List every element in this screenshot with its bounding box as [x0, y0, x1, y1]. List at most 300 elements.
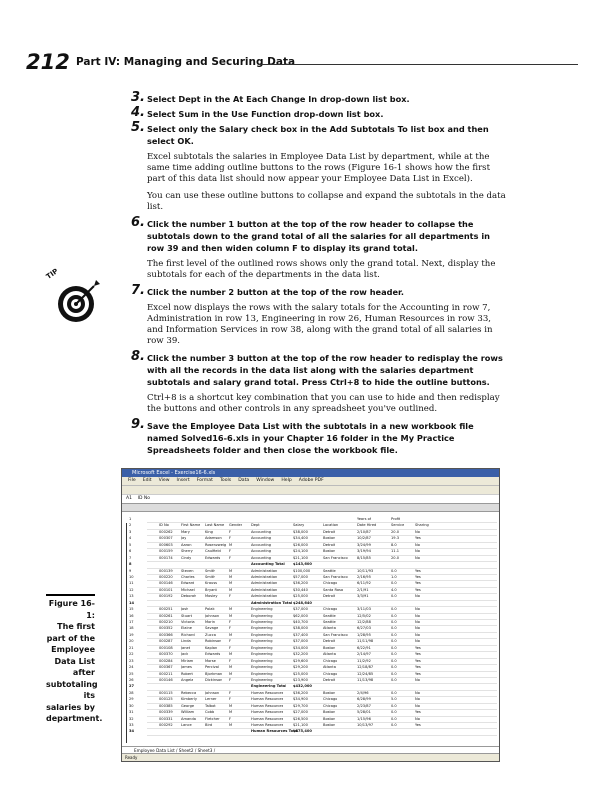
cell[interactable]: F [229, 529, 232, 534]
cell[interactable]: Josh [181, 607, 189, 612]
cell[interactable]: 0.0 [391, 690, 397, 695]
cell[interactable]: 1/28/95 [357, 632, 371, 637]
cell[interactable]: 000385 [159, 703, 173, 708]
cell[interactable]: Human Resources [251, 703, 284, 708]
cell[interactable]: Atlanta [323, 626, 336, 631]
cell[interactable]: Miriam [181, 658, 194, 663]
cell[interactable]: Smith [205, 568, 216, 573]
cell[interactable]: 000603 [159, 542, 173, 547]
cell[interactable]: $23,900 [293, 677, 308, 682]
cell[interactable]: Deborah [181, 594, 197, 599]
cell[interactable]: 0.0 [391, 626, 397, 631]
cell[interactable]: 2/10/87 [357, 529, 371, 534]
cell[interactable]: 28 [129, 690, 134, 695]
cell[interactable]: 000192 [159, 594, 173, 599]
cell[interactable]: $34,900 [293, 697, 308, 702]
cell[interactable]: $29,200 [293, 665, 308, 670]
cell[interactable]: Michael [181, 587, 195, 592]
cell[interactable]: 25 [129, 671, 134, 676]
cell[interactable]: F [229, 536, 232, 541]
cell[interactable]: 31 [129, 710, 134, 715]
cell[interactable]: Seattle [323, 613, 336, 618]
cell[interactable]: $40,700 [293, 620, 308, 624]
cell[interactable]: Engineering [251, 665, 273, 670]
cell[interactable]: 0.0 [391, 632, 397, 637]
cell[interactable]: Yes [415, 581, 421, 586]
cell[interactable]: Yes [415, 665, 421, 670]
cell[interactable]: 0.0 [391, 652, 397, 657]
cell[interactable]: No [415, 697, 420, 702]
cell[interactable]: $36,200 [293, 581, 308, 586]
cell[interactable]: Yes [415, 587, 421, 592]
cell[interactable]: 30 [129, 703, 134, 708]
cell[interactable]: Jack [181, 652, 189, 657]
cell[interactable]: Detroit [323, 677, 336, 682]
cell[interactable]: 000108 [159, 645, 173, 650]
menu-item[interactable]: File [128, 478, 136, 483]
cell[interactable]: Rebecca [181, 690, 197, 695]
cell[interactable]: Aaron [181, 542, 192, 547]
cell[interactable]: Human Resources Total [251, 729, 299, 734]
cell[interactable]: Human Resources [251, 716, 284, 721]
cell[interactable]: 0.0 [391, 665, 397, 670]
cell[interactable]: 0.0 [391, 594, 397, 599]
cell[interactable]: 27 [129, 684, 135, 689]
cell[interactable]: Bryant [205, 587, 217, 592]
cell[interactable]: 2/16/95 [357, 574, 371, 579]
cell[interactable]: $248,640 [293, 600, 312, 605]
cell[interactable]: Savage [205, 626, 219, 631]
cell[interactable]: 3/19/94 [357, 549, 371, 554]
cell[interactable]: Detroit [323, 594, 336, 599]
cell[interactable]: M [229, 652, 233, 657]
cell[interactable]: Yes [415, 568, 421, 573]
cell[interactable]: 000220 [159, 574, 173, 579]
cell[interactable]: Janet [181, 645, 191, 650]
cell[interactable]: Mosley [205, 594, 218, 599]
cell[interactable]: Engineering [251, 652, 273, 657]
cell[interactable]: Human Resources [251, 697, 284, 702]
cell[interactable]: Last Name [205, 523, 225, 528]
cell[interactable]: No [415, 703, 420, 708]
cell[interactable]: Boston [323, 723, 336, 727]
cell[interactable]: No [415, 555, 420, 560]
cell[interactable]: M [229, 710, 233, 715]
cell[interactable]: Linda [181, 639, 191, 644]
cell[interactable]: Morin [205, 620, 216, 624]
cell[interactable]: No [415, 677, 420, 682]
cell[interactable]: Chicago [323, 703, 338, 708]
cell[interactable]: 16 [129, 613, 134, 618]
cell[interactable]: Boston [323, 716, 336, 721]
sheet-tabs[interactable]: Employee Data List / Sheet2 / Sheet3 / [122, 746, 500, 754]
cell[interactable]: 11.1 [391, 549, 400, 554]
cell[interactable]: No [415, 690, 420, 695]
cell[interactable]: 3/24/99 [357, 542, 371, 547]
cell[interactable]: F [229, 626, 232, 631]
cell[interactable]: 2/1/91 [357, 587, 369, 592]
cell[interactable]: Caulfield [205, 549, 221, 554]
cell[interactable]: 0.0 [391, 607, 397, 612]
cell[interactable]: Administration Total [251, 600, 293, 605]
cell[interactable]: $100,000 [293, 568, 311, 573]
cell[interactable]: F [229, 620, 232, 624]
cell[interactable]: M [229, 587, 233, 592]
cell[interactable]: Administration [251, 587, 278, 592]
cell[interactable]: $30,440 [293, 587, 308, 592]
menu-item[interactable]: Tools [219, 478, 232, 483]
cell[interactable]: F [229, 677, 232, 682]
cell[interactable]: 3/3/91 [357, 594, 369, 599]
cell[interactable]: Salary [293, 523, 305, 528]
cell[interactable]: $27,000 [293, 710, 308, 715]
cell[interactable]: Polak [205, 607, 215, 612]
cell[interactable]: Human Resources [251, 723, 284, 727]
cell[interactable]: 000210 [159, 620, 173, 624]
cell[interactable]: F [229, 639, 232, 644]
cell[interactable]: 3/11/03 [357, 607, 371, 612]
cell[interactable]: Years of [357, 517, 372, 521]
cell[interactable]: Gender [229, 523, 243, 528]
cell[interactable]: Seattle [323, 568, 336, 573]
cell[interactable]: No [415, 607, 420, 612]
formula-value[interactable]: ID No [137, 496, 151, 501]
cell[interactable]: Administration [251, 581, 278, 586]
cell[interactable]: Accounting [251, 549, 272, 554]
cell[interactable]: Rosenzweig [205, 542, 227, 547]
cell[interactable]: M [229, 671, 233, 676]
cell[interactable]: $36,200 [293, 690, 308, 695]
cell[interactable]: Johnson [205, 690, 220, 695]
cell[interactable]: 2 [129, 523, 132, 528]
cell[interactable]: 15 [129, 607, 134, 612]
cell[interactable]: King [205, 529, 213, 534]
cell[interactable]: Zucca [205, 632, 216, 637]
cell[interactable]: 20.0 [391, 555, 400, 560]
cell[interactable]: Engineering [251, 626, 273, 631]
cell[interactable]: Yes [415, 723, 421, 727]
cell[interactable]: Administration [251, 574, 278, 579]
cell[interactable]: San Francisco [323, 555, 348, 560]
cell[interactable]: 2/14/97 [357, 652, 371, 657]
cell[interactable]: Chicago [323, 607, 338, 612]
cell[interactable]: 11/2/92 [357, 658, 371, 663]
cell[interactable]: $37,400 [293, 632, 308, 637]
cell[interactable]: 10 [129, 574, 134, 579]
cell[interactable]: M [229, 703, 233, 708]
cell[interactable]: 000292 [159, 723, 173, 727]
cell[interactable]: 000174 [159, 555, 173, 560]
cell[interactable]: M [229, 607, 233, 612]
cell[interactable]: 20 [129, 639, 134, 644]
menu-item[interactable]: Adobe PDF [298, 478, 324, 483]
cell[interactable]: 6/11/92 [357, 581, 371, 586]
cell[interactable]: $57,000 [293, 574, 308, 579]
cell[interactable]: 0.0 [391, 581, 397, 586]
cell[interactable]: 0.0 [391, 639, 397, 644]
cell[interactable]: 8 [129, 562, 132, 567]
cell[interactable]: Morse [205, 658, 216, 663]
cell[interactable]: 2/23/87 [357, 703, 371, 708]
cell[interactable]: Administration [251, 568, 278, 573]
cell[interactable]: $21,100 [293, 723, 308, 727]
cell[interactable]: 0.0 [391, 620, 397, 624]
cell[interactable]: Chicago [323, 697, 338, 702]
cell[interactable]: F [229, 645, 232, 650]
cell[interactable]: 13 [129, 594, 134, 599]
cell[interactable]: Engineering [251, 645, 273, 650]
cell[interactable]: No [415, 542, 420, 547]
cell[interactable]: 000366 [159, 632, 173, 637]
cell[interactable]: No [415, 639, 420, 644]
menu-item[interactable]: Help [281, 478, 292, 483]
cell[interactable]: 0.0 [391, 658, 397, 663]
cell[interactable]: $32,200 [293, 652, 308, 657]
cell[interactable]: 000159 [159, 549, 173, 554]
cell[interactable]: 000339 [159, 710, 173, 715]
cell[interactable]: Talbot [205, 703, 216, 708]
cell[interactable]: M [229, 665, 233, 670]
cell[interactable]: 5/28/01 [357, 710, 371, 715]
cell[interactable]: Detroit [323, 639, 336, 644]
cell[interactable]: Smith [205, 574, 216, 579]
cell[interactable]: Steven [181, 568, 194, 573]
cell[interactable]: No [415, 626, 420, 631]
cell[interactable]: 22 [129, 652, 134, 657]
cell[interactable]: Stuart [181, 613, 193, 618]
cell[interactable]: Atlanta [323, 665, 336, 670]
cell[interactable]: Amanda [181, 716, 196, 721]
cell[interactable]: Dept [251, 523, 260, 528]
cell[interactable]: Boston [323, 690, 336, 695]
cell[interactable]: George [181, 703, 195, 708]
cell[interactable]: Lerner [205, 697, 217, 702]
cell[interactable]: $62,000 [293, 613, 308, 618]
cell[interactable]: 12/5/02 [357, 613, 371, 618]
cell[interactable]: Engineering [251, 658, 273, 663]
cell[interactable]: Boston [323, 549, 336, 554]
cell[interactable]: Chicago [323, 581, 338, 586]
cell[interactable]: Engineering [251, 613, 273, 618]
cell[interactable]: Bird [205, 723, 213, 727]
cell[interactable]: $34,400 [293, 536, 308, 541]
cell[interactable]: Accounting [251, 529, 272, 534]
cell[interactable]: Chicago [323, 658, 338, 663]
cell[interactable]: Yes [415, 658, 421, 663]
cell[interactable]: M [229, 568, 233, 573]
menu-item[interactable]: Window [256, 478, 275, 483]
cell[interactable]: 1.0 [391, 574, 397, 579]
cell[interactable]: Kimberly [181, 697, 197, 702]
cell[interactable]: Boston [323, 710, 336, 715]
cell[interactable]: Bjorkman [205, 671, 223, 676]
cell[interactable]: 14 [129, 600, 135, 605]
cell[interactable]: 32 [129, 716, 134, 721]
cell[interactable]: 000331 [159, 716, 173, 721]
cell[interactable]: 0.0 [391, 723, 397, 727]
cell[interactable]: F [229, 549, 232, 554]
cell[interactable]: San Francisco [323, 632, 348, 637]
cell[interactable]: Accounting Total [251, 562, 285, 567]
cell[interactable]: F [229, 594, 232, 599]
cell[interactable]: 24 [129, 665, 134, 670]
cell[interactable]: 0.0 [391, 568, 397, 573]
cell[interactable]: 26 [129, 677, 134, 682]
cell[interactable]: Accounting [251, 536, 272, 541]
menu-item[interactable]: Data [238, 478, 250, 483]
cell[interactable]: 12/24/85 [357, 671, 374, 676]
cell[interactable]: $37,000 [293, 639, 308, 644]
cell[interactable]: Yes [415, 645, 421, 650]
cell[interactable]: 10/13/97 [357, 723, 374, 727]
cell[interactable]: No [415, 613, 420, 618]
cell[interactable]: Location [323, 523, 339, 528]
cell[interactable]: Accounting [251, 542, 272, 547]
cell[interactable]: Edward [181, 581, 195, 586]
cell[interactable]: Dickinson [205, 677, 223, 682]
cell[interactable]: No [415, 620, 420, 624]
cell[interactable]: $26,500 [293, 716, 308, 721]
cell[interactable]: F [229, 697, 232, 702]
cell[interactable]: Sharing [415, 523, 429, 528]
cell[interactable]: 3 [129, 529, 132, 534]
cell[interactable]: Elaine [181, 626, 192, 631]
cell[interactable]: $432,000 [293, 684, 312, 689]
cell[interactable]: $38,000 [293, 626, 308, 631]
cell[interactable]: $29,600 [293, 658, 308, 663]
cell[interactable]: Profit [391, 517, 401, 521]
cell[interactable]: 000211 [159, 671, 173, 676]
cell[interactable]: 5 [129, 542, 132, 547]
cell[interactable]: $143,600 [293, 562, 312, 567]
cell[interactable]: No [415, 529, 420, 534]
cell[interactable]: Accounting [251, 555, 272, 560]
cell[interactable]: $37,000 [293, 607, 308, 612]
cell[interactable]: Administration [251, 594, 278, 599]
cell[interactable]: $26,000 [293, 542, 308, 547]
cell[interactable]: Edwards [205, 652, 221, 657]
cell[interactable]: $24,100 [293, 549, 308, 554]
cell[interactable]: $29,700 [293, 703, 308, 708]
cell[interactable]: Angela [181, 677, 194, 682]
cell[interactable]: 000287 [159, 639, 173, 644]
cell[interactable]: 0.0 [391, 703, 397, 708]
cell[interactable]: 4.0 [391, 587, 397, 592]
cell[interactable]: No [415, 632, 420, 637]
cell[interactable]: Mary [181, 529, 190, 534]
menu-item[interactable]: Insert [176, 478, 190, 483]
cell[interactable]: Santa Rosa [323, 587, 344, 592]
cell[interactable]: Lance [181, 723, 192, 727]
cell[interactable]: 29 [129, 697, 134, 702]
cell[interactable]: 000146 [159, 581, 173, 586]
cell[interactable]: Service [391, 523, 405, 528]
menu-item[interactable]: Format [196, 478, 213, 483]
cell[interactable]: 8/15/85 [357, 555, 371, 560]
cell[interactable]: 17 [129, 620, 134, 624]
cell[interactable]: 6/22/91 [357, 645, 371, 650]
cell[interactable]: Detroit [323, 529, 336, 534]
cell[interactable]: Edwards [205, 555, 221, 560]
cell[interactable]: F [229, 716, 232, 721]
cell[interactable]: $25,000 [293, 671, 308, 676]
cell[interactable]: 0.0 [391, 716, 397, 721]
cell[interactable]: 000262 [159, 529, 173, 534]
cell[interactable]: 0.0 [391, 671, 397, 676]
cell[interactable]: Boston [323, 645, 336, 650]
cell[interactable]: Engineering [251, 620, 273, 624]
cell[interactable]: 0.0 [391, 645, 397, 650]
cell[interactable]: Engineering [251, 632, 273, 637]
cell[interactable]: 0.0 [391, 710, 397, 715]
cell[interactable]: 20.0 [391, 529, 400, 534]
cell[interactable]: 6/28/99 [357, 697, 371, 702]
cell[interactable]: Engineering [251, 671, 273, 676]
cell[interactable]: No [415, 716, 420, 721]
cell[interactable]: 000370 [159, 652, 173, 657]
cell[interactable]: Engineering [251, 607, 273, 612]
cell[interactable]: 000101 [159, 587, 173, 592]
cell[interactable]: First Name [181, 523, 201, 528]
cell[interactable]: San Francisco [323, 574, 348, 579]
cell[interactable]: 23 [129, 658, 134, 663]
cell[interactable]: No [415, 549, 420, 554]
cell[interactable]: 000146 [159, 677, 173, 682]
cell[interactable]: 9 [129, 568, 132, 573]
cell[interactable]: 21 [129, 645, 134, 650]
cell[interactable]: Yes [415, 671, 421, 676]
cell[interactable]: 000367 [159, 665, 173, 670]
name-box[interactable]: A1 [126, 496, 132, 501]
cell[interactable]: Seattle [323, 620, 336, 624]
cell[interactable]: 000125 [159, 697, 173, 702]
cell[interactable]: 1 [129, 517, 132, 521]
cell[interactable]: 000115 [159, 690, 173, 695]
cell[interactable]: 19.3 [391, 536, 400, 541]
cell[interactable]: M [229, 542, 233, 547]
cell[interactable]: M [229, 632, 233, 637]
cell[interactable]: Yes [415, 710, 421, 715]
cell[interactable]: No [415, 594, 420, 599]
cell[interactable]: 000251 [159, 607, 173, 612]
cell[interactable]: 000261 [159, 613, 173, 618]
cell[interactable]: 000284 [159, 658, 173, 663]
cell[interactable]: 000139 [159, 568, 173, 573]
cell[interactable]: M [229, 723, 233, 727]
cell[interactable]: 000352 [159, 626, 173, 631]
cell[interactable]: 0.0 [391, 677, 397, 682]
menu-item[interactable]: Edit [142, 478, 152, 483]
cell[interactable]: 000307 [159, 536, 173, 541]
cell[interactable]: 7 [129, 555, 132, 560]
cell[interactable]: 6/27/03 [357, 626, 371, 631]
cell[interactable]: $175,400 [293, 729, 312, 734]
cell[interactable]: Yes [415, 574, 421, 579]
cell[interactable]: William [181, 710, 195, 715]
cell[interactable]: Engineering [251, 677, 273, 682]
cell[interactable]: Krauss [205, 581, 218, 586]
cell[interactable]: ID No [159, 523, 169, 528]
cell[interactable]: F [229, 658, 232, 663]
cell[interactable]: 10/11/93 [357, 568, 374, 573]
cell[interactable]: 18 [129, 626, 134, 631]
cell[interactable]: Date Hired [357, 523, 377, 528]
cell[interactable]: Charles [181, 574, 195, 579]
cell[interactable]: Human Resources [251, 710, 284, 715]
cell[interactable]: F [229, 555, 232, 560]
cell[interactable]: 2/4/96 [357, 690, 369, 695]
cell[interactable]: 12 [129, 587, 134, 592]
